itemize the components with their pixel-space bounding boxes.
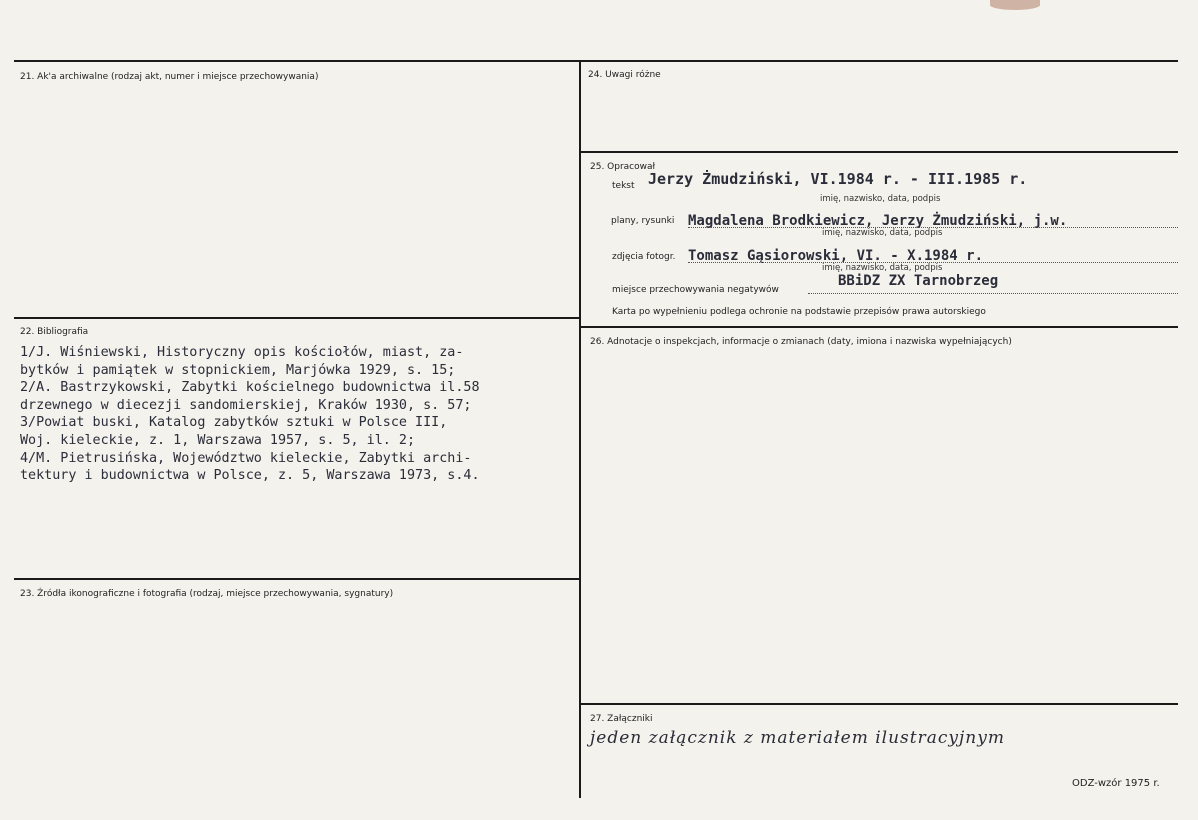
bibliography-line: Woj. kieleckie, z. 1, Warszawa 1957, s. 5, il. 2; xyxy=(20,432,416,448)
section-23-label: 23. Źródła ikonograficzne i fotografia (rodzaj, miejsce przechowywania, sygnatury) xyxy=(20,589,394,599)
plany-value: Magdalena Brodkiewicz, Jerzy Żmudziński, j.w. xyxy=(688,213,1068,229)
section-27-label: 27. Załączniki xyxy=(590,714,653,724)
paper-stain xyxy=(990,0,1040,10)
negatywy-label: miejsce przechowywania negatywów xyxy=(612,285,779,295)
negatywy-dotted-line xyxy=(808,293,1178,294)
bibliography-list xyxy=(20,344,480,485)
top-rule xyxy=(14,60,1178,62)
bibliography-line: 3/Powiat buski, Katalog zabytków sztuki w Polsce III, xyxy=(20,415,448,431)
zdjecia-value: Tomasz Gąsiorowski, VI. - X.1984 r. xyxy=(688,248,984,264)
zdjecia-label: zdjęcia fotogr. xyxy=(612,252,676,262)
rule-24-25 xyxy=(580,151,1178,153)
bibliography-line: bytków i pamiątek w stopnickiem, Marjówka 1929, s. 15; xyxy=(20,362,456,378)
bibliography-line: 2/A. Bastrzykowski, Zabytki kościelnego budownictwa il.58 xyxy=(20,380,480,396)
bibliography-line: tektury i budownictwa w Polsce, z. 5, Warszawa 1973, s.4. xyxy=(20,468,480,484)
tekst-label: tekst xyxy=(612,181,635,191)
rule-25-26 xyxy=(580,326,1178,328)
tekst-value: Jerzy Żmudziński, VI.1984 r. - III.1985 r. xyxy=(648,170,1028,188)
plany-label: plany, rysunki xyxy=(611,216,675,226)
copyright-note: Karta po wypełnieniu podlega ochronie na podstawie przepisów prawa autorskiego xyxy=(612,307,986,317)
negatywy-value: BBiDZ ZX Tarnobrzeg xyxy=(838,273,999,289)
section-22-label: 22. Bibliografia xyxy=(20,327,89,337)
section-24-label: 24. Uwagi różne xyxy=(588,70,661,80)
section-25-label: 25. Opracował xyxy=(590,162,656,172)
center-divider xyxy=(579,60,581,798)
tekst-caption: imię, nazwisko, data, podpis xyxy=(820,194,941,204)
bibliography-line: 1/J. Wiśniewski, Historyczny opis kościołów, miast, za- xyxy=(20,345,464,360)
attachments-handwritten: jeden załącznik z materiałem ilustracyjnym xyxy=(590,728,1005,748)
section-21-label: 21. Ak'a archiwalne (rodzaj akt, numer i miejsce przechowywania) xyxy=(20,72,319,82)
bibliography-line: 4/M. Pietrusińska, Województwo kieleckie, Zabytki archi- xyxy=(20,450,472,466)
rule-21-22 xyxy=(14,317,580,319)
rule-22-23 xyxy=(14,578,580,580)
zdjecia-caption: imię, nazwisko, data, podpis xyxy=(822,263,943,273)
plany-caption: imię, nazwisko, data, podpis xyxy=(822,228,943,238)
rule-26-27 xyxy=(580,703,1178,705)
form-id: ODZ-wzór 1975 r. xyxy=(1072,778,1160,789)
section-26-label: 26. Adnotacje o inspekcjach, informacje o zmianach (daty, imiona i nazwiska wypełniających) xyxy=(590,337,1012,347)
bibliography-line: drzewnego w diecezji sandomierskiej, Kraków 1930, s. 57; xyxy=(20,397,472,413)
